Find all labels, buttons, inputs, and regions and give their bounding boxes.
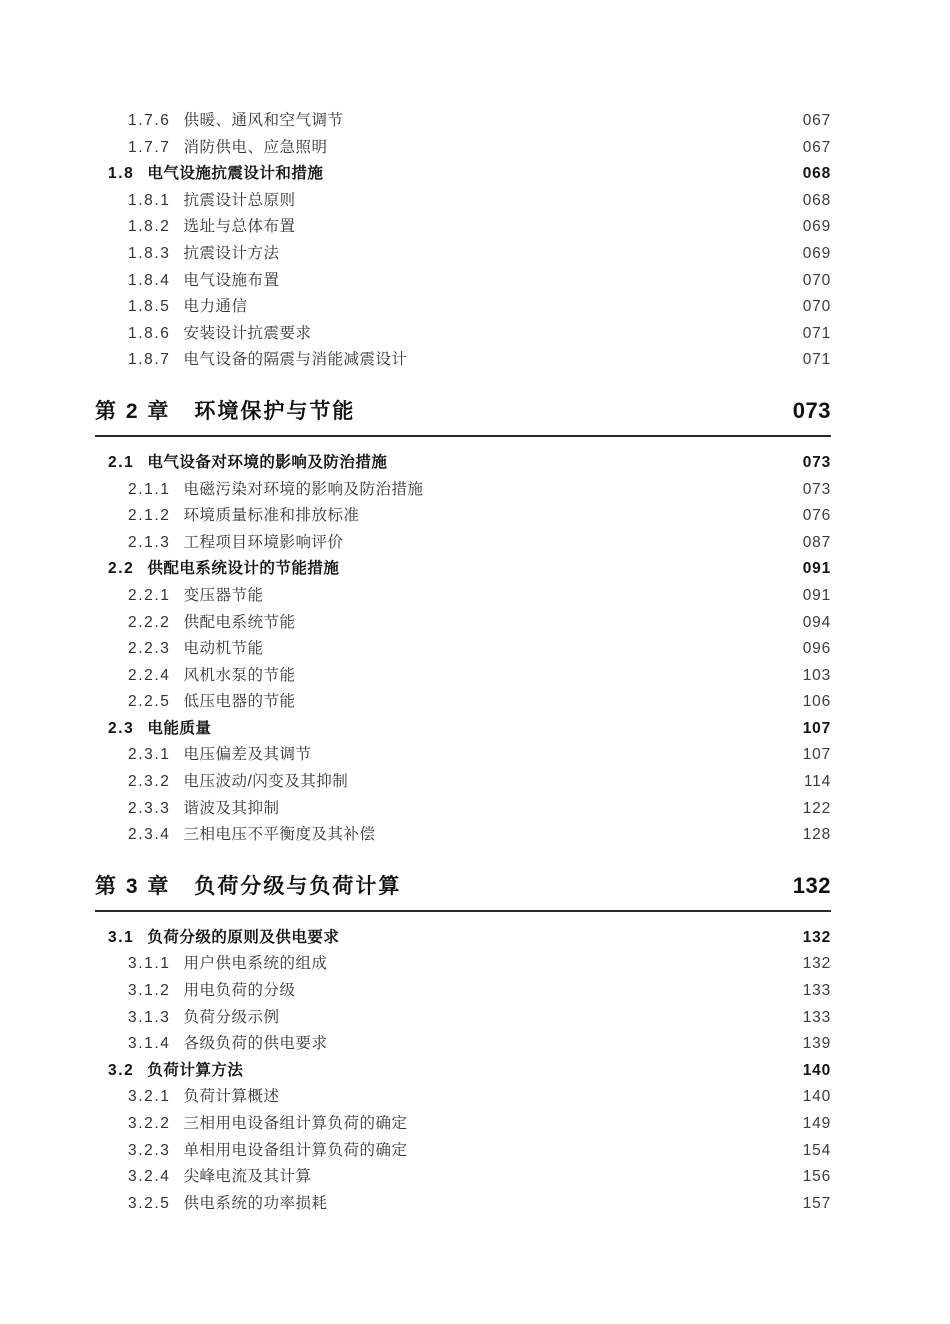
entry-title: 抗震设计方法	[183, 244, 280, 262]
entry-page-number: 069	[802, 244, 831, 262]
entry-number: 1.7.6	[128, 112, 171, 129]
entry-page-number: 096	[802, 640, 831, 658]
entry-title: 环境质量标准和排放标准	[183, 507, 360, 525]
toc-entry	[95, 1191, 831, 1218]
entry-title: 尖峰电流及其计算	[183, 1168, 312, 1186]
entry-page-number: 094	[802, 613, 831, 631]
entry-number: 1.7.7	[128, 138, 171, 156]
entry-title: 三相电压不平衡度及其补偿	[183, 826, 376, 844]
toc-entry	[95, 610, 831, 637]
entry-number: 2.2.1	[128, 586, 171, 604]
entry-title: 负荷分级的原则及供电要求	[147, 928, 340, 946]
entry-page-number: 087	[802, 533, 831, 551]
entry-number: 1.8.1	[128, 191, 171, 209]
entry-page-number: 067	[802, 138, 831, 156]
toc-entry	[95, 321, 831, 348]
toc-entry	[95, 161, 831, 188]
entry-number: 2.3.1	[128, 746, 171, 764]
entry-page-number: 073	[802, 480, 831, 498]
entry-number: 3.2.2	[128, 1115, 171, 1132]
toc-entry	[95, 978, 831, 1005]
entry-number: 2.2.4	[128, 666, 171, 684]
table-of-contents	[95, 108, 831, 1217]
chapter-title: 环境保护与节能	[194, 399, 356, 423]
entry-number: 2.1.1	[128, 480, 171, 498]
toc-entry	[95, 108, 831, 135]
entry-page-number: 103	[802, 666, 831, 684]
entry-number: 1.8.4	[128, 271, 171, 289]
entry-title: 单相用电设备组计算负荷的确定	[183, 1141, 408, 1159]
toc-entry	[95, 556, 831, 583]
entry-number: 2.1.2	[128, 507, 171, 525]
entry-page-number: 071	[802, 324, 831, 342]
entry-page-number: 068	[802, 191, 831, 209]
entry-title: 变压器节能	[183, 586, 264, 604]
entry-page-number: 067	[802, 112, 831, 129]
entry-number: 2.2	[108, 560, 135, 578]
toc-entry	[95, 1084, 831, 1111]
toc-entry	[95, 188, 831, 215]
toc-entry	[95, 1058, 831, 1085]
toc-entry	[95, 742, 831, 769]
entry-number: 1.8	[108, 165, 135, 183]
entry-title: 抗震设计总原则	[183, 191, 296, 209]
entry-number: 1.8.3	[128, 244, 171, 262]
entry-title: 电气设备对环境的影响及防治措施	[147, 453, 388, 471]
entry-number: 2.3.2	[128, 773, 171, 791]
entry-title: 谐波及其抑制	[183, 799, 280, 817]
entry-page-number: 157	[802, 1194, 831, 1212]
entry-number: 2.1	[108, 453, 135, 471]
entry-title: 工程项目环境影响评价	[183, 533, 344, 551]
entry-page-number: 070	[802, 298, 831, 316]
entry-title: 电压波动/闪变及其抑制	[183, 773, 349, 791]
entry-number: 2.2.3	[128, 640, 171, 658]
entry-page-number: 133	[802, 982, 831, 1000]
entry-number: 3.1.4	[128, 1035, 171, 1053]
entry-title: 用电负荷的分级	[183, 982, 296, 1000]
entry-number: 2.3.4	[128, 826, 171, 844]
entry-page-number: 070	[802, 271, 831, 289]
entry-number: 3.1	[108, 928, 135, 946]
entry-page-number: 068	[802, 165, 831, 183]
toc-entry	[95, 214, 831, 241]
entry-page-number: 122	[802, 799, 831, 817]
entry-page-number: 132	[802, 955, 831, 973]
entry-page-number: 114	[803, 773, 831, 791]
entry-number: 3.2.4	[128, 1168, 171, 1186]
entry-number: 1.8.7	[128, 351, 171, 369]
entry-number: 3.2.5	[128, 1194, 171, 1212]
entry-page-number: 140	[802, 1088, 831, 1106]
entry-page-number: 128	[802, 826, 831, 844]
entry-title: 负荷分级示例	[183, 1008, 280, 1026]
entry-page-number: 133	[802, 1008, 831, 1026]
entry-number: 2.2.5	[128, 693, 171, 711]
entry-title: 供电系统的功率损耗	[183, 1194, 328, 1212]
toc-entry	[95, 450, 831, 477]
entry-number: 1.8.6	[128, 324, 171, 342]
entry-title: 供配电系统设计的节能措施	[147, 560, 340, 578]
entry-page-number: 140	[802, 1061, 831, 1079]
toc-entry	[95, 1031, 831, 1058]
toc-entry	[95, 951, 831, 978]
toc-entry	[95, 583, 831, 610]
entry-number: 2.1.3	[128, 533, 171, 551]
entry-number: 3.1.1	[128, 955, 171, 973]
entry-title: 电磁污染对环境的影响及防治措施	[183, 480, 424, 498]
toc-entry	[95, 769, 831, 796]
entry-title: 风机水泵的节能	[183, 666, 296, 684]
entry-title: 电气设施抗震设计和措施	[147, 165, 324, 183]
entry-number: 3.2.1	[128, 1088, 171, 1106]
chapter-page-number: 073	[792, 397, 831, 423]
entry-title: 各级负荷的供电要求	[183, 1035, 328, 1053]
entry-number: 3.2	[108, 1061, 135, 1079]
toc-entry	[95, 796, 831, 823]
toc-entry	[95, 716, 831, 743]
entry-number: 2.3	[108, 719, 135, 737]
toc-entry	[95, 477, 831, 504]
toc-entry	[95, 503, 831, 530]
entry-page-number: 139	[802, 1035, 831, 1053]
entry-page-number: 107	[802, 719, 831, 737]
toc-entry	[95, 268, 831, 295]
toc-entry	[95, 294, 831, 321]
entry-title: 负荷计算方法	[147, 1061, 244, 1079]
chapter-page-number: 132	[792, 872, 831, 898]
entry-title: 电动机节能	[183, 640, 264, 658]
entry-number: 3.1.3	[128, 1008, 171, 1026]
entry-page-number: 156	[802, 1168, 831, 1186]
entry-title: 低压电器的节能	[183, 693, 296, 711]
toc-entry	[95, 822, 831, 849]
entry-title: 电气设备的隔震与消能减震设计	[183, 351, 408, 369]
entry-page-number: 107	[802, 746, 831, 764]
entry-page-number: 091	[802, 586, 831, 604]
chapter-heading	[95, 872, 831, 912]
toc-entry	[95, 1138, 831, 1165]
entry-title: 三相用电设备组计算负荷的确定	[183, 1115, 408, 1132]
chapter-number: 第 3 章	[95, 874, 171, 898]
toc-entry	[95, 241, 831, 268]
entry-page-number: 069	[802, 218, 831, 236]
chapter-title: 负荷分级与负荷计算	[194, 874, 402, 898]
entry-title: 用户供电系统的组成	[183, 955, 328, 973]
chapter-heading	[95, 397, 831, 437]
entry-page-number: 132	[802, 928, 831, 946]
entry-page-number: 106	[802, 693, 831, 711]
toc-entry	[95, 530, 831, 557]
toc-entry	[95, 925, 831, 952]
entry-page-number: 076	[802, 507, 831, 525]
entry-number: 2.3.3	[128, 799, 171, 817]
entry-page-number: 154	[802, 1141, 831, 1159]
entry-number: 3.1.2	[128, 982, 171, 1000]
toc-entry	[95, 1005, 831, 1032]
entry-title: 选址与总体布置	[183, 218, 296, 236]
entry-page-number: 071	[802, 351, 831, 369]
entry-page-number: 149	[802, 1115, 831, 1132]
entry-title: 安装设计抗震要求	[183, 324, 312, 342]
entry-title: 电力通信	[183, 298, 248, 316]
entry-title: 供配电系统节能	[183, 613, 296, 631]
entry-number: 1.8.5	[128, 298, 171, 316]
entry-title: 电气设施布置	[183, 271, 280, 289]
entry-number: 1.8.2	[128, 218, 171, 236]
entry-number: 2.2.2	[128, 613, 171, 631]
toc-entry	[95, 689, 831, 716]
entry-title: 负荷计算概述	[183, 1088, 280, 1106]
toc-entry	[95, 1111, 831, 1138]
entry-page-number: 091	[802, 560, 831, 578]
toc-entry	[95, 663, 831, 690]
entry-title: 电能质量	[147, 719, 212, 737]
toc-entry	[95, 636, 831, 663]
entry-title: 电压偏差及其调节	[183, 746, 312, 764]
chapter-number: 第 2 章	[95, 399, 171, 423]
toc-entry	[95, 1164, 831, 1191]
toc-entry	[95, 347, 831, 374]
entry-number: 3.2.3	[128, 1141, 171, 1159]
toc-entry	[95, 135, 831, 162]
entry-title: 供暖、通风和空气调节	[183, 112, 344, 129]
entry-page-number: 073	[802, 453, 831, 471]
entry-title: 消防供电、应急照明	[183, 138, 328, 156]
